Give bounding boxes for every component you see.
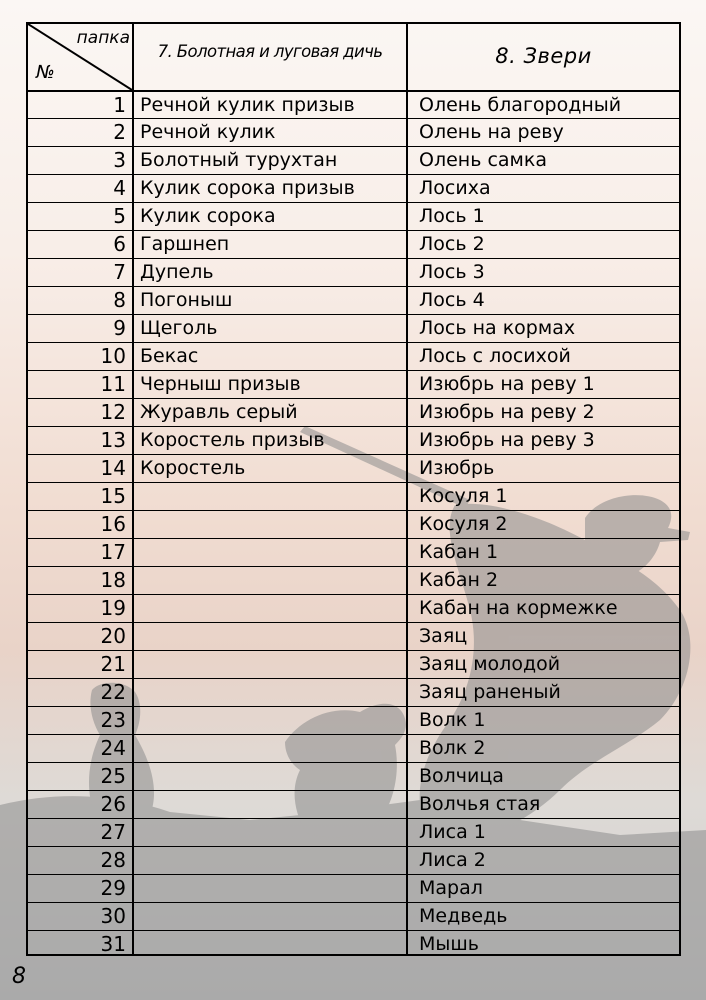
table-row [28,286,679,314]
animal-sound: Лось 1 [419,205,485,227]
table-row [28,846,679,874]
wetland-game-sound [140,875,408,902]
wetland-game-sound: Кулик сорока призыв [140,177,355,199]
animal-sound: Мышь [419,933,479,955]
row-number: 28 [100,848,126,872]
animal-sound: Марал [419,877,483,899]
row-number: 27 [100,820,126,844]
table-row [28,454,679,482]
wetland-game-sound: Бекас [140,345,199,367]
row-number: 3 [113,148,126,172]
row-number: 18 [100,568,126,592]
table-row [28,734,679,762]
table-row [28,790,679,818]
animal-sound: Лиса 1 [419,821,486,843]
table-row [28,370,679,398]
animal-sound: Волк 2 [419,737,486,759]
animal-sound: Лось на кормах [419,317,576,339]
animal-sound: Заяц раненый [419,681,561,703]
row-number: 21 [100,652,126,676]
wetland-game-sound: Журавль серый [140,401,298,423]
table-row [28,622,679,650]
wetland-game-sound [140,819,408,846]
table-row [28,678,679,706]
table-row [28,510,679,538]
row-number: 25 [100,764,126,788]
wetland-game-sound [140,483,408,510]
wetland-game-sound: Речной кулик [140,121,276,143]
wetland-game-sound: Болотный турухтан [140,149,338,171]
wetland-game-sound [140,595,408,622]
table-row [28,706,679,734]
animal-sound: Заяц молодой [419,653,561,675]
animal-sound: Лось 2 [419,233,485,255]
table-row [28,426,679,454]
row-number: 31 [100,932,126,956]
wetland-game-sound [140,651,408,678]
row-number: 13 [100,428,126,452]
animal-sound: Косуля 1 [419,485,508,507]
table-row [28,762,679,790]
wetland-game-sound: Речной кулик призыв [140,94,355,116]
row-number: 30 [100,904,126,928]
row-number: 23 [100,708,126,732]
wetland-game-sound [140,763,408,790]
animal-sound: Кабан 1 [419,541,499,563]
row-number: 10 [100,344,126,368]
wetland-game-sound: Дупель [140,261,214,283]
table-row [28,930,679,958]
wetland-game-sound [140,847,408,874]
animal-sound: Изюбрь на реву 3 [419,429,595,451]
row-number: 12 [100,400,126,424]
table-row [28,902,679,930]
wetland-game-sound [140,707,408,734]
animal-sound: Лосиха [419,177,491,199]
table-row [28,118,679,146]
animal-sound: Олень благородный [419,94,622,116]
row-number: 11 [100,372,126,396]
row-number: 16 [100,512,126,536]
row-number: 20 [100,624,126,648]
table-row [28,650,679,678]
row-number: 5 [113,204,126,228]
table-row [28,874,679,902]
wetland-game-sound [140,567,408,594]
animal-sound: Изюбрь на реву 1 [419,373,595,395]
animal-sound: Кабан 2 [419,569,499,591]
animal-sound: Косуля 2 [419,513,508,535]
table-row [28,594,679,622]
row-number: 19 [100,596,126,620]
animal-sound: Олень самка [419,149,547,171]
wetland-game-sound [140,903,408,930]
animal-sound: Кабан на кормежке [419,597,618,619]
wetland-game-sound: Коростель призыв [140,429,325,451]
row-number: 29 [100,876,126,900]
row-number: 14 [100,456,126,480]
wetland-game-sound [140,511,408,538]
table-row [28,230,679,258]
table-row [28,202,679,230]
table-row [28,482,679,510]
table-row [28,258,679,286]
table-row [28,538,679,566]
animal-sound: Лось 4 [419,289,485,311]
wetland-game-sound [140,679,408,706]
row-number: 22 [100,680,126,704]
wetland-game-sound: Гаршнеп [140,233,230,255]
header-column-animals: 8. Звери [495,44,592,68]
wetland-game-sound: Кулик сорока [140,205,276,227]
animal-sound: Лось 3 [419,261,485,283]
table-row [28,314,679,342]
row-number: 6 [113,232,126,256]
row-number: 8 [113,288,126,312]
table-row [28,566,679,594]
wetland-game-sound: Погоныш [140,289,233,311]
header-number-label: № [36,62,55,83]
table-row [28,818,679,846]
row-number: 2 [113,120,126,144]
animal-sound: Изюбрь на реву 2 [419,401,595,423]
row-number: 17 [100,540,126,564]
table-row [28,398,679,426]
animal-sound: Олень на реву [419,121,564,143]
animal-sound: Изюбрь [419,457,495,479]
wetland-game-sound: Коростель [140,457,246,479]
wetland-game-sound [140,539,408,566]
wetland-game-sound [140,735,408,762]
wetland-game-sound: Щеголь [140,317,218,339]
row-number: 26 [100,792,126,816]
row-number: 4 [113,176,126,200]
wetland-game-sound: Черныш призыв [140,373,301,395]
row-number: 15 [100,484,126,508]
header-column-wetland-game: 7. Болотная и луговая дичь [157,42,383,61]
header-folder-label: папка [76,28,130,48]
row-number: 7 [113,260,126,284]
table-row [28,90,679,118]
animal-sound: Волчица [419,765,504,787]
table-row [28,146,679,174]
wetland-game-sound [140,931,408,958]
page-number: 8 [12,964,26,989]
sound-catalog-table [26,22,681,956]
animal-sound: Медведь [419,905,508,927]
animal-sound: Заяц [419,625,468,647]
wetland-game-sound [140,791,408,818]
table-header [28,24,679,90]
table-row [28,342,679,370]
row-number: 1 [113,93,126,117]
animal-sound: Волк 1 [419,709,486,731]
animal-sound: Лиса 2 [419,849,486,871]
row-number: 24 [100,736,126,760]
wetland-game-sound [140,623,408,650]
animal-sound: Лось с лосихой [419,345,571,367]
row-number: 9 [113,316,126,340]
table-row [28,174,679,202]
animal-sound: Волчья стая [419,793,541,815]
